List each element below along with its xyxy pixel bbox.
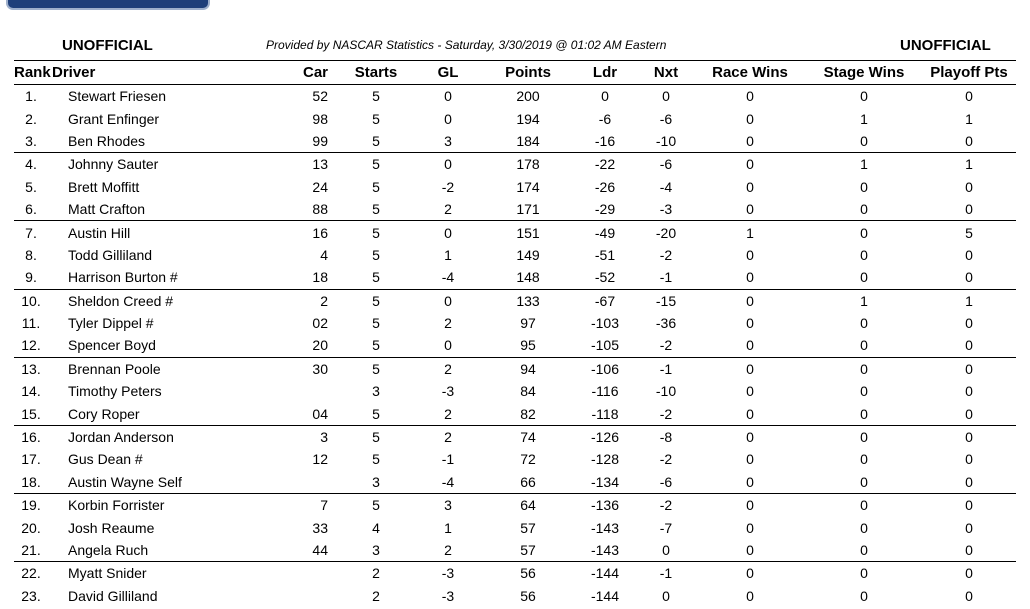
cell-points: 97 [520,315,536,332]
cell-driver: Korbin Forrister [52,494,232,517]
col-header-gl: GL [412,61,484,85]
cell-playoff-pts: 1 [965,110,973,127]
cell-race-wins: 0 [694,289,806,312]
standings-table [14,60,1016,607]
cell-starts: 5 [372,201,380,218]
cell-playoff-pts: 1 [922,153,1016,176]
cell-nxt: -4 [659,178,673,195]
cell-gl: 3 [412,494,484,517]
cell-nxt: -2 [638,494,694,517]
cell-ldr: -103 [590,315,620,332]
cell-playoff-pts: 5 [922,221,1016,244]
unofficial-label-left: UNOFFICIAL [62,37,153,54]
cell-driver: Timothy Peters [68,383,162,400]
cell-nxt: 0 [662,587,670,604]
cell-gl: 1 [444,519,452,536]
cell-starts: 5 [340,494,412,517]
cell-car [232,562,340,585]
cell-race-wins: 0 [746,337,754,354]
cell-driver: Austin Hill [52,221,232,244]
cell-car: 24 [312,178,328,195]
cell-points: 66 [520,473,536,490]
cell-rank: 8. [25,246,37,263]
cell-race-wins: 0 [746,473,754,490]
cell-nxt: 0 [662,542,670,558]
table-row [14,380,1016,402]
cell-starts: 5 [372,132,380,149]
cell-ldr: -144 [572,562,638,585]
cell-starts: 5 [372,178,380,195]
cell-rank: 10. [14,289,52,312]
cell-points: 84 [520,383,536,400]
cell-playoff-pts: 1 [922,289,1016,312]
cell-points: 56 [484,562,572,585]
cell-nxt: -2 [659,246,673,263]
cell-points: 56 [520,587,536,604]
cell-stage-wins: 0 [860,88,868,105]
col-header-ldr: Ldr [572,61,638,85]
cell-race-wins: 0 [746,542,754,558]
cell-nxt: -1 [638,357,694,380]
table-row [14,85,1016,108]
cell-race-wins: 0 [746,201,754,218]
cell-starts: 5 [340,425,412,448]
cell-rank: 17. [21,451,41,468]
cell-playoff-pts: 0 [922,494,1016,517]
cell-points: 148 [516,269,540,286]
table-row [14,221,1016,244]
cell-gl: 0 [412,153,484,176]
cell-driver: Angela Ruch [68,542,149,558]
cell-gl: 2 [412,425,484,448]
cell-ldr: -134 [590,473,620,490]
cell-rank: 5. [25,178,37,195]
cell-stage-wins: 0 [860,473,868,490]
cell-points: 94 [484,357,572,380]
table-row [14,494,1016,517]
cell-nxt: -6 [638,153,694,176]
cell-rank: 14. [21,383,41,400]
cell-playoff-pts: 0 [965,587,973,604]
cell-ldr: -136 [572,494,638,517]
cell-starts: 3 [372,383,380,400]
cell-gl: 2 [444,201,452,218]
table-row [14,585,1016,607]
cell-gl: 0 [412,221,484,244]
cell-car: 52 [312,88,328,105]
col-header-car: Car [232,61,340,85]
cell-points: 194 [516,110,540,127]
cell-driver: Jordan Anderson [52,425,232,448]
col-header-stage-wins: Stage Wins [806,61,922,85]
cell-playoff-pts: 0 [965,269,973,286]
table-row [14,425,1016,448]
cell-points: 74 [484,425,572,448]
cell-race-wins: 0 [746,110,754,127]
cell-ldr: -67 [572,289,638,312]
cell-ldr: -16 [594,132,616,149]
cell-driver: Brett Moffitt [68,178,140,195]
cell-race-wins: 0 [746,383,754,400]
cell-race-wins: 0 [694,562,806,585]
cell-ldr: -29 [594,201,616,218]
cell-ldr: -49 [572,221,638,244]
cell-rank: 1. [25,88,37,105]
cell-points: 57 [520,519,536,536]
cell-ldr: -51 [594,246,616,263]
table-row [14,448,1016,470]
cell-driver: Josh Reaume [68,519,155,536]
cell-points: 184 [516,132,540,149]
cell-gl: -3 [441,587,455,604]
cell-stage-wins: 0 [860,383,868,400]
cell-stage-wins: 1 [806,289,922,312]
cell-starts: 5 [340,221,412,244]
cell-driver: Stewart Friesen [68,88,167,105]
cell-race-wins: 0 [746,246,754,263]
provided-by-line: Provided by NASCAR Statistics - Saturday, 3/30/2019 @ 01:02 AM Eastern [266,38,667,52]
cell-playoff-pts: 0 [965,405,973,422]
cell-rank: 6. [25,201,37,218]
cell-car [232,380,340,402]
cell-gl: 2 [444,315,452,332]
col-header-driver: Driver [52,61,232,85]
cell-nxt: -8 [638,425,694,448]
cell-playoff-pts: 0 [922,357,1016,380]
cell-stage-wins: 0 [860,405,868,422]
cell-points: 200 [516,88,540,105]
cell-driver: Harrison Burton # [68,269,178,286]
cell-rank: 4. [14,153,52,176]
cell-ldr: -126 [572,425,638,448]
cell-gl: -4 [441,269,455,286]
cell-car: 12 [312,451,328,468]
cell-nxt: -6 [659,110,673,127]
cell-driver: Gus Dean # [68,451,143,468]
cell-ldr: -143 [590,542,620,558]
col-header-nxt: Nxt [638,61,694,85]
cell-stage-wins: 0 [860,201,868,218]
cell-car [232,585,340,607]
cell-gl: 2 [412,357,484,380]
cell-playoff-pts: 0 [965,315,973,332]
cell-nxt: -1 [638,562,694,585]
cell-points: 72 [520,451,536,468]
cell-stage-wins: 0 [860,315,868,332]
table-row [14,244,1016,266]
cell-stage-wins: 0 [806,494,922,517]
cell-rank: 23. [21,587,41,604]
table-row [14,516,1016,538]
cell-nxt: -36 [655,315,677,332]
cell-race-wins: 0 [746,519,754,536]
cell-ldr: -128 [590,451,620,468]
cell-race-wins: 0 [746,88,754,105]
cell-stage-wins: 0 [860,587,868,604]
cell-starts: 3 [372,473,380,490]
cell-playoff-pts: 0 [965,178,973,195]
table-row [14,107,1016,129]
cell-playoff-pts: 0 [965,473,973,490]
cell-rank: 19. [14,494,52,517]
table-row [14,289,1016,312]
cell-rank: 12. [21,337,41,354]
cell-gl: 2 [444,405,452,422]
cell-gl: 0 [444,337,452,354]
cell-car: 33 [312,519,328,536]
cell-nxt: -7 [659,519,673,536]
cell-starts: 2 [340,562,412,585]
cell-driver: Brennan Poole [52,357,232,380]
cell-nxt: 0 [662,88,670,105]
cell-gl: -4 [441,473,455,490]
cell-driver: Sheldon Creed # [52,289,232,312]
cell-stage-wins: 0 [860,451,868,468]
unofficial-label-right: UNOFFICIAL [900,37,991,54]
cell-playoff-pts: 0 [965,383,973,400]
cell-points: 149 [516,246,540,263]
cell-points: 133 [484,289,572,312]
cell-car: 02 [312,315,328,332]
cell-starts: 5 [340,289,412,312]
cell-ldr: -116 [591,383,619,400]
cell-starts: 5 [372,451,380,468]
cell-points: 64 [484,494,572,517]
cell-car [232,471,340,494]
cell-rank: 11. [21,315,41,332]
table-row [14,266,1016,289]
cell-car: 7 [232,494,340,517]
cell-starts: 5 [372,337,380,354]
cell-car: 3 [232,425,340,448]
cell-points: 82 [520,405,536,422]
cell-race-wins: 0 [694,494,806,517]
cell-gl: 1 [444,246,452,263]
table-row [14,176,1016,198]
cell-car: 44 [312,542,328,558]
cell-car: 88 [312,201,328,218]
cell-race-wins: 0 [746,178,754,195]
cell-driver: Cory Roper [68,405,140,422]
cell-rank: 18. [21,473,41,490]
cell-stage-wins: 0 [860,132,868,149]
cell-points: 171 [516,201,540,218]
cell-nxt: -20 [638,221,694,244]
cell-ldr: -144 [590,587,620,604]
cell-stage-wins: 0 [860,337,868,354]
cell-driver: Ben Rhodes [68,132,146,149]
cell-points: 178 [484,153,572,176]
cell-rank: 7. [14,221,52,244]
cell-car: 99 [312,132,328,149]
cell-starts: 5 [372,269,380,286]
cell-gl: 2 [444,542,452,558]
cell-car: 4 [320,246,328,263]
cell-gl: 0 [444,110,452,127]
cell-nxt: -10 [655,383,677,400]
cell-points: 57 [520,542,536,558]
cell-nxt: -2 [659,451,673,468]
cell-playoff-pts: 0 [965,451,973,468]
cell-gl: 0 [444,88,452,105]
cell-car: 16 [232,221,340,244]
cell-starts: 2 [372,587,380,604]
cell-nxt: -10 [655,132,677,149]
cell-ldr: -26 [594,178,616,195]
cell-stage-wins: 0 [806,562,922,585]
cell-gl: -2 [441,178,455,195]
cell-race-wins: 0 [746,587,754,604]
table-row [14,153,1016,176]
table-row [14,539,1016,562]
table-row [14,471,1016,494]
cell-stage-wins: 1 [860,110,868,127]
cell-driver: Todd Gilliland [68,246,153,263]
table-row [14,334,1016,357]
cell-rank: 3. [25,132,37,149]
cell-driver: Tyler Dippel # [68,315,154,332]
cell-rank: 2. [25,110,37,127]
cell-playoff-pts: 0 [965,519,973,536]
cell-race-wins: 0 [694,357,806,380]
table-row [14,562,1016,585]
cell-stage-wins: 0 [860,269,868,286]
cell-driver: Grant Enfinger [68,110,160,127]
cell-starts: 5 [372,88,380,105]
cell-playoff-pts: 0 [965,201,973,218]
cell-stage-wins: 0 [860,519,868,536]
cell-race-wins: 0 [746,405,754,422]
cell-starts: 4 [372,519,380,536]
cell-playoff-pts: 0 [922,425,1016,448]
cell-driver: Johnny Sauter [52,153,232,176]
cell-car: 30 [232,357,340,380]
cell-race-wins: 0 [746,269,754,286]
cell-race-wins: 1 [694,221,806,244]
cell-driver: Matt Crafton [68,201,146,218]
cell-stage-wins: 0 [860,542,868,558]
cell-driver: David Gilliland [68,587,158,604]
cell-stage-wins: 0 [806,221,922,244]
cell-starts: 5 [340,153,412,176]
cell-ldr: -6 [598,110,612,127]
cell-playoff-pts: 0 [965,88,973,105]
cell-nxt: -3 [659,201,673,218]
table-header-row [14,61,1016,85]
cell-stage-wins: 0 [860,178,868,195]
cell-nxt: -2 [659,405,673,422]
cell-gl: -3 [412,562,484,585]
col-header-rank: Rank [14,61,52,85]
cell-ldr: -118 [591,405,619,422]
cell-points: 151 [484,221,572,244]
cell-ldr: 0 [601,88,609,105]
cell-nxt: -6 [659,473,673,490]
cell-gl: 0 [412,289,484,312]
cell-gl: 3 [444,132,452,149]
cell-starts: 5 [372,110,380,127]
cell-ldr: -106 [572,357,638,380]
cell-car: 20 [312,337,328,354]
cell-car: 18 [312,269,328,286]
table-row [14,357,1016,380]
cell-car: 13 [232,153,340,176]
cell-rank: 21. [21,542,41,558]
cell-driver: Spencer Boyd [68,337,156,354]
cell-car: 04 [312,405,328,422]
cell-gl: -1 [441,451,455,468]
cell-starts: 5 [372,246,380,263]
logo-tab [6,0,210,10]
cell-rank: 22. [14,562,52,585]
cell-ldr: -143 [590,519,620,536]
cell-starts: 3 [372,542,380,558]
table-row [14,402,1016,425]
cell-gl: -3 [441,383,455,400]
cell-stage-wins: 1 [806,153,922,176]
cell-ldr: -52 [594,269,616,286]
cell-race-wins: 0 [694,153,806,176]
col-header-points: Points [484,61,572,85]
cell-playoff-pts: 0 [965,542,973,558]
cell-car: 2 [232,289,340,312]
cell-playoff-pts: 0 [965,132,973,149]
cell-stage-wins: 0 [806,425,922,448]
cell-starts: 5 [340,357,412,380]
cell-race-wins: 0 [746,451,754,468]
cell-driver: Austin Wayne Self [68,473,182,490]
col-header-race-wins: Race Wins [694,61,806,85]
cell-points: 174 [516,178,540,195]
cell-rank: 15. [21,405,41,422]
cell-nxt: -1 [659,269,673,286]
cell-stage-wins: 0 [860,246,868,263]
cell-playoff-pts: 0 [965,246,973,263]
col-header-playoff-pts: Playoff Pts [922,61,1016,85]
cell-rank: 20. [21,519,41,536]
cell-race-wins: 0 [746,315,754,332]
col-header-starts: Starts [340,61,412,85]
cell-playoff-pts: 0 [922,562,1016,585]
cell-nxt: -2 [659,337,673,354]
cell-car: 98 [312,110,328,127]
cell-driver: Myatt Snider [52,562,232,585]
cell-points: 95 [520,337,536,354]
cell-rank: 9. [25,269,37,286]
cell-playoff-pts: 0 [965,337,973,354]
cell-rank: 13. [14,357,52,380]
cell-ldr: -22 [572,153,638,176]
cell-race-wins: 0 [694,425,806,448]
table-row [14,130,1016,153]
table-row [14,312,1016,334]
cell-rank: 16. [14,425,52,448]
cell-starts: 5 [372,315,380,332]
cell-nxt: -15 [638,289,694,312]
table-row [14,198,1016,221]
cell-race-wins: 0 [746,132,754,149]
cell-stage-wins: 0 [806,357,922,380]
cell-ldr: -105 [590,337,620,354]
cell-starts: 5 [372,405,380,422]
